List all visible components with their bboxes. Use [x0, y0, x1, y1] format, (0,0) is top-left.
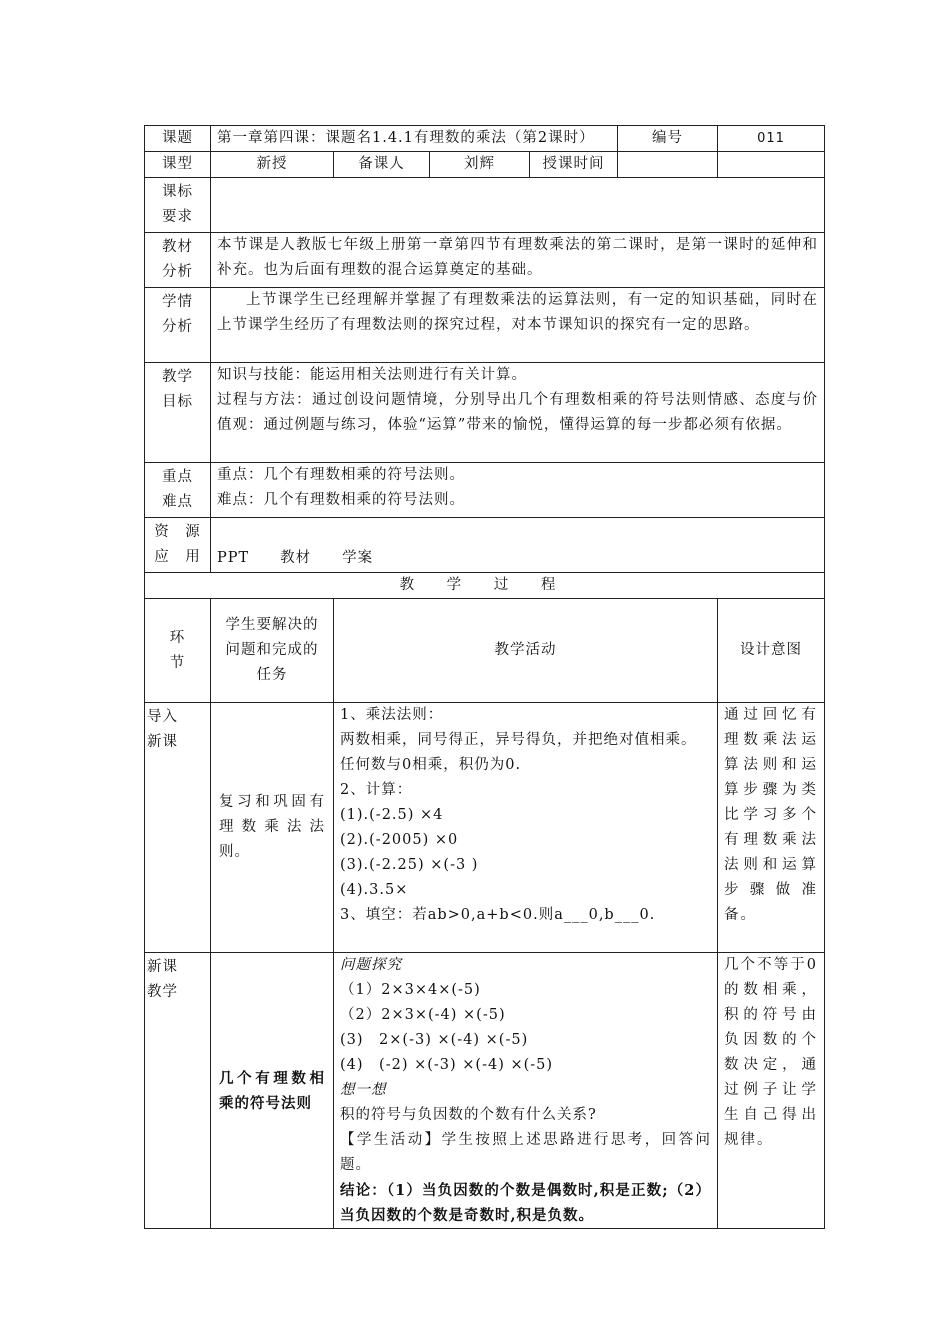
time-value	[618, 152, 718, 178]
topic-label: 课题	[145, 126, 211, 152]
table-row	[145, 953, 825, 1229]
material-text: 本节课是人教版七年级上册第一章第四节有理数乘法的第二课时，是第一课时的延伸和补充。也为后面有理数的混合运算奠定的基础。	[211, 233, 825, 288]
col-activity-header: 教学活动	[334, 599, 718, 703]
table-row	[145, 703, 825, 953]
type-label: 课型	[145, 152, 211, 178]
material-label: 教材 分析	[145, 233, 211, 288]
lesson-plan	[144, 125, 824, 1229]
activity-cell: 问题探究 （1）2×3×4×(-5) （2）2×3×(-4) ×(-5) (3) 2×(-3) ×(-4) ×(-5) (4) (-2) ×(-3) ×(-4) ×(-5) 想一想 积的符号与负因数的个数有什么关系? 【学生活动】学生按照上述思路进行思考，回答问题。 结论：（1）当负因数的个数是偶数时,积是正数;（2）当负因数的个数是奇数时,积是负数。	[334, 953, 718, 1229]
col-intent-header: 设计意图	[718, 599, 825, 703]
process-table	[144, 598, 825, 1229]
time-label: 授课时间	[530, 152, 618, 178]
keypoints-label: 重点 难点	[145, 463, 211, 518]
topic-value: 第一章第四课：课题名1.4.1有理数的乘法（第2课时）	[211, 126, 618, 152]
type-value: 新授	[211, 152, 334, 178]
task-cell: 几个有理数相乘的符号法则	[211, 953, 334, 1229]
preparer-label: 备课人	[334, 152, 430, 178]
situation-label: 学情 分析	[145, 288, 211, 363]
process-title: 教 学 过 程	[145, 573, 825, 599]
keypoints-text: 重点：几个有理数相乘的符号法则。 难点：几个有理数相乘的符号法则。	[211, 463, 825, 518]
activity-cell: 1、乘法法则： 两数相乘，同号得正，异号得负，并把绝对值相乘。 任何数与0相乘，积仍为0. 2、计算： (1).(-2.5) ×4 (2).(-2005) ×0 (3).(-2.25) ×(-3 ) (4).3.5× 3、填空：若ab>0,a+b<0.则a___0,b___0.	[334, 703, 718, 953]
intent-cell: 通过回忆有理数乘法运算法则和运算步骤为类比学习多个有理数乘法法则和运算步骤做准备。	[718, 703, 825, 953]
resources-label: 资 源 应 用	[145, 518, 211, 573]
goals-text: 知识与技能：能运用相关法则进行有关计算。 过程与方法：通过创设问题情境，分别导出几个有理数相乘的符号法则情感、态度与价值观：通过例题与练习，体验“运算”带来的愉悦，懂得运算的每一步都必须有依据。	[211, 363, 825, 463]
standard-label: 课标 要求	[145, 178, 211, 233]
number-value: 011	[718, 126, 825, 152]
stage-cell: 新课 教学	[145, 953, 211, 1229]
col-stage-header: 环 节	[145, 599, 211, 703]
col-task-header: 学生要解决的问题和完成的任务	[211, 599, 334, 703]
number-label: 编号	[618, 126, 718, 152]
intent-cell: 几个不等于0的数相乘，积的符号由负因数的个数决定，通过例子让学生自己得出规律。	[718, 953, 825, 1229]
stage-cell: 导入 新课	[145, 703, 211, 953]
situation-text: 上节课学生已经理解并掌握了有理数乘法的运算法则，有一定的知识基础，同时在上节课学生经历了有理数法则的探究过程，对本节课知识的探究有一定的思路。	[211, 288, 825, 363]
lesson-plan-table	[144, 125, 825, 599]
resources-text: PPT 教材 学案	[211, 518, 825, 573]
standard-text	[211, 178, 825, 233]
goals-label: 教学 目标	[145, 363, 211, 463]
task-cell: 复习和巩固有理数乘法法则。	[211, 703, 334, 953]
preparer-value: 刘辉	[430, 152, 530, 178]
